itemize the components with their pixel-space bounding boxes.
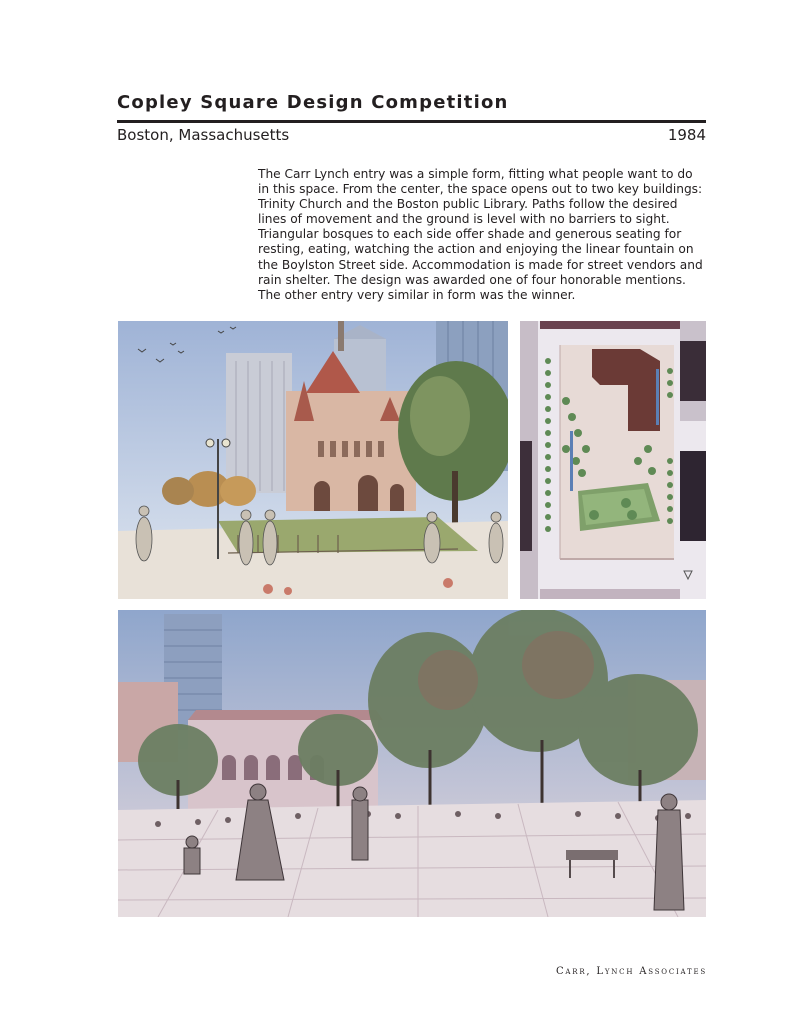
page-title: Copley Square Design Competition bbox=[117, 92, 509, 113]
firm-credit: Carr, Lynch Associates bbox=[555, 966, 707, 977]
description-line: Triangular bosques to each side offer shade and generous seating for bbox=[258, 227, 682, 242]
description-line: in this space. From the center, the space opens out to two key buildings: bbox=[258, 182, 703, 197]
site-plan-drawing bbox=[520, 321, 706, 599]
library-perspective-sketch bbox=[118, 610, 706, 917]
trinity-church-perspective-sketch bbox=[118, 321, 508, 599]
description-line: resting, eating, watching the action and enjoying the linear fountain on bbox=[258, 242, 694, 257]
description-line: the Boylston Street side. Accommodation is made for street vendors and bbox=[258, 257, 703, 272]
project-year: 1984 bbox=[667, 126, 706, 144]
project-description bbox=[258, 167, 708, 303]
description-line: Trinity Church and the Boston public Library. Paths follow the desired bbox=[258, 197, 678, 212]
description-line: rain shelter. The design was awarded one of four honorable mentions. bbox=[258, 272, 686, 287]
location-subtitle: Boston, Massachusetts bbox=[117, 126, 290, 144]
title-rule bbox=[117, 120, 706, 123]
description-line: lines of movement and the ground is level with no barriers to sight. bbox=[258, 212, 670, 227]
description-line: The Carr Lynch entry was a simple form, fitting what people want to do bbox=[258, 167, 693, 181]
description-line: The other entry very similar in form was the winner. bbox=[258, 287, 576, 302]
